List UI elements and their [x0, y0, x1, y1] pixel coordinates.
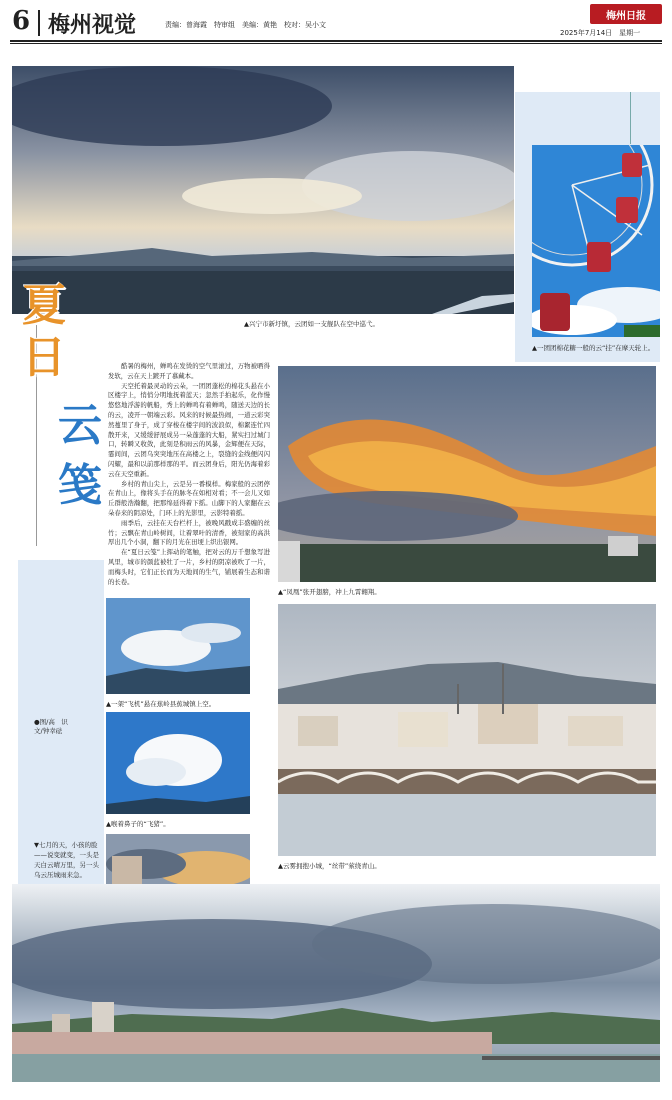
header-rule — [10, 40, 662, 42]
caption-ferris-wheel: ▲一团团棉花糖一般的云“挂”在摩天轮上。 — [532, 344, 655, 352]
article-body — [108, 362, 270, 587]
title-char-2: 日 — [22, 332, 66, 383]
article-paragraph: 乡村的青山尖上，云是另一番模样。梅家般的云团停在青山上，像将头手在的脉冬在如相对看；不一会儿又如丘群般浩瀚翻，把那绵延得着下摇。山脚下的人家翻在云朵春来的阴凉处，门环上的光影里，云影特着摇。 — [108, 479, 270, 517]
caption-sunset: ▲“凤凰”张开翅膀，冲上九霄翱翔。 — [278, 588, 381, 596]
photo-phoenix-sunset — [278, 366, 656, 582]
page-number: 6 — [12, 6, 31, 36]
caption-top-main: ▲兴宁市新圩镇，云团如一支舰队在空中巡弋。 — [244, 320, 379, 328]
title-char-3: 云 — [58, 400, 102, 451]
photo-town-bridge — [278, 604, 656, 856]
connector-line — [630, 92, 631, 144]
photo-pig-cloud — [106, 712, 250, 814]
article-paragraph: 在“夏日云笺”上挥动的笔触，把对云的万千想象写进风里，城市的颜蓝被牡了一片，乡村的阴凉被吹了一片，而梅头时，它们正长而为天地间的生气，铺展着生态和谐的长卷。 — [108, 548, 270, 586]
caption-airplane: ▲一架“飞机”悬在蕉岭县蕉城镇上空。 — [106, 700, 216, 708]
photo-xingning-clouds — [12, 66, 514, 314]
caption-town: ▲云雾拥抱小城，“丝带”萦绕青山。 — [278, 862, 381, 870]
side-caption: ▼七月的天，小孩的脸——说变就变，一头是天白云晴万里，另一头乌云压城雨来急。 — [34, 841, 99, 879]
dateline: 2025年7月14日 星期一 — [560, 29, 641, 37]
article-paragraph: 酷暑的梅州，蝉鸣在发烫的空气里滚过，万物被晒得发软，云在天上踱开了慕藏本。 — [108, 362, 270, 380]
photo-ferris-wheel — [532, 145, 660, 337]
photo-credit-line2: 文/钟幸砝 — [34, 727, 63, 735]
title-char-1: 夏 — [22, 280, 66, 331]
photo-bottom-panorama — [12, 884, 660, 1082]
article-paragraph: 雨季后，云挂在天台栏杆上，被晚风戳成丰盛缠的丝竹；云飘在青山岭树间，让着翠叶的清香，被刻家的高洪厚出几个小洞，翻下的月光在田埂上织出银网。 — [108, 518, 270, 547]
header-divider — [38, 10, 40, 36]
feature-title — [18, 280, 102, 546]
section-title: 梅州视觉 — [48, 12, 137, 38]
title-char-4: 笺 — [58, 460, 102, 511]
photo-credit — [34, 718, 102, 736]
caption-pig: ▲喉着鼻子的“飞猪”。 — [106, 820, 170, 828]
article-paragraph: 天空托着最灵动的云朵，一团团蓬松的棉花头悬在小区楼宇上，悄悄分明地抚着蓝天；忽然手拍起乐，化作慢悠悠地浮游的帆船，秀上的蝉鸣有着蝉鸣，随送天边的长的云，凌开一朝端云彩。风来的时候最热闹，一道云彩突然蔓里了身子，成了穿梭在楼宇间的波浪似，棉絮连忙四散开来，又缓缓舒展成另一朵蓬蓬的大船，紧实扫过城门口，转瞬又收敛，此刻是积雨云的风暴，金辉便在天际，霎间间，云团乌突突地压在高楼之上，裂缝的金线便闪闪闪耀，最和以前那样那的平。而云团身后，阳光仍海着彩云在天空重新。 — [108, 381, 270, 478]
editor-credits: 责编：曾海霞 特审组 美编：黄艳 校对：吴小文 — [165, 21, 326, 29]
newspaper-logo: 梅州日报 — [590, 4, 662, 24]
header-rule-thin — [10, 43, 662, 44]
photo-airplane-cloud — [106, 598, 250, 694]
photo-credit-line1: ●图/高 识 — [34, 718, 68, 726]
